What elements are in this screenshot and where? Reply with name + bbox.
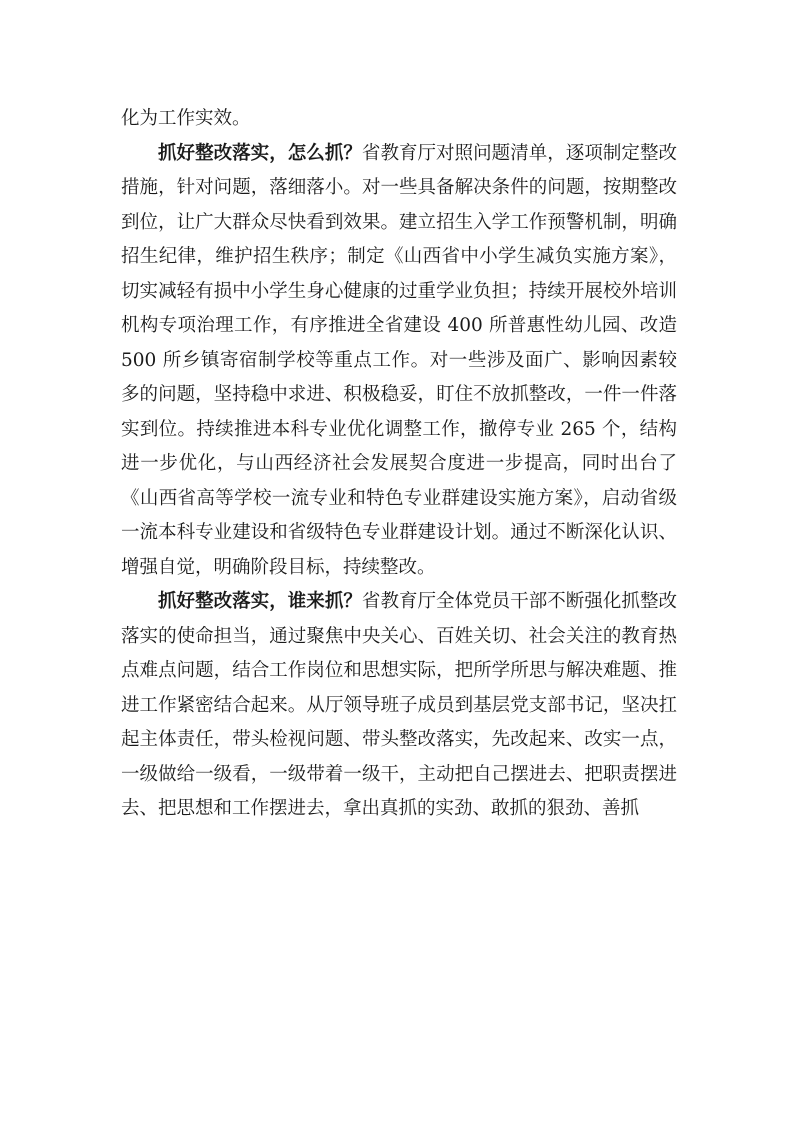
paragraph-2 [121, 137, 677, 586]
paragraph-2-text: 省教育厅对照问题清单，逐项制定整改措施，针对问题，落细落小。对一些具备解决条件的问题，按期整改到位，让广大群众尽快看到效果。建立招生入学工作预警机制，明确招生纪律，维护招生秩序；制定《山西省中小学生减负实施方案》，切实减轻有损中小学生身心健康的过重学业负担；持续开展校外培训机构专项治理工作，有序推进全省建设 400 所普惠性幼儿园、改造 500 所乡镇寄宿制学校等重点工作。对一些涉及面广、影响因素较多的问题，坚持稳中求进、积极稳妥，盯住不放抓整改，一件一件落实到位。持续推进本科专业优化调整工作，撤停专业 265 个，结构进一步优化，与山西经济社会发展契合度进一步提高，同时出台了《山西省高等学校一流专业和特色专业群建设实施方案》，启动省级一流本科专业建设和省级特色专业群建设计划。通过不断深化认识、增强自觉，明确阶段目标，持续整改。 [121, 142, 677, 578]
document-body [121, 102, 677, 827]
paragraph-3-heading: 抓好整改落实，谁来抓？ [158, 591, 362, 612]
paragraph-2-heading: 抓好整改落实，怎么抓？ [158, 142, 362, 164]
paragraph-3-text: 省教育厅全体党员干部不断强化抓整改落实的使命担当，通过聚焦中央关心、百姓关切、社会关注的教育热点难点问题，结合工作岗位和思想实际，把所学所思与解决难题、推进工作紧密结合起来。从厅领导班子成员到基层党支部书记，坚决扛起主体责任，带头检视问题、带头整改落实，先改起来、改实一点，一级做给一级看，一级带着一级干，主动把自己摆进去、把职责摆进去、把思想和工作摆进去，拿出真抓的实劲、敢抓的狠劲、善抓 [121, 591, 677, 819]
paragraph-3 [121, 585, 677, 827]
paragraph-1 [121, 102, 677, 137]
paragraph-1-text: 化为工作实效。 [121, 108, 251, 129]
